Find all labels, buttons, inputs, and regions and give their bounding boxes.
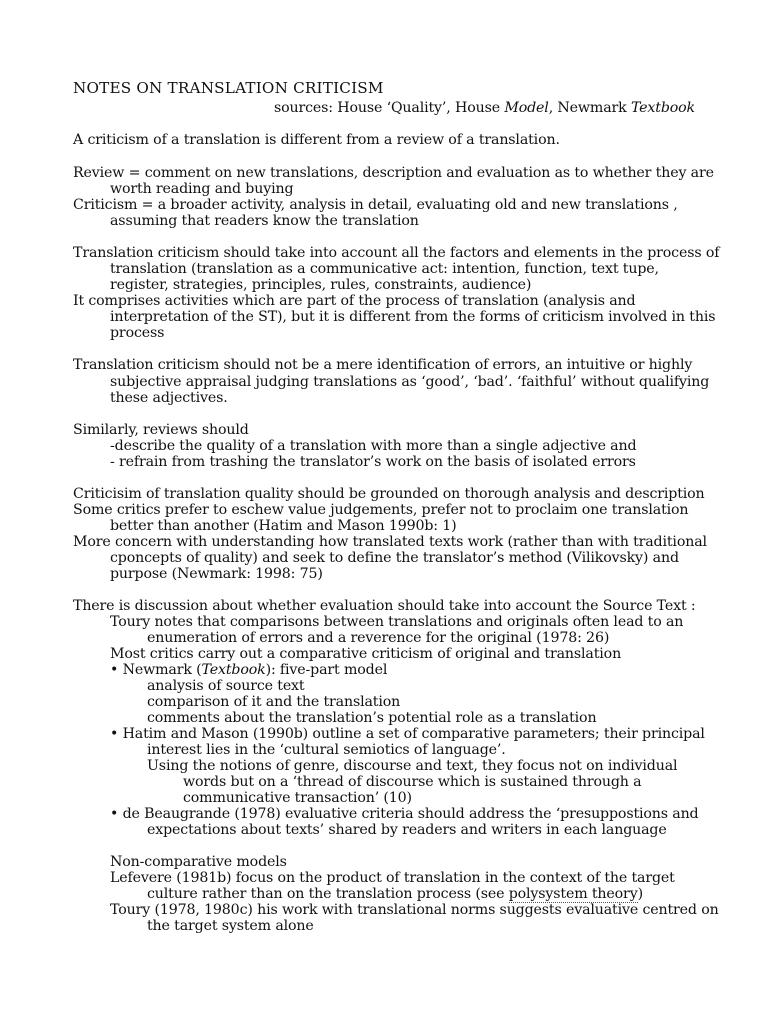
text-line: cponcepts of quality) and seek to define the translator’s method (Vilikovsky) and <box>110 550 679 566</box>
text-line: Toury (1978, 1980c) his work with translational norms suggests evaluative centred on <box>110 902 719 918</box>
text-line: purpose (Newmark: 1998: 75) <box>110 566 323 582</box>
text-line: comparison of it and the translation <box>147 694 401 710</box>
text-line: A criticism of a translation is different from a review of a translation. <box>73 132 560 148</box>
text-line: comments about the translation’s potential role as a translation <box>147 710 597 726</box>
text-line: interpretation of the ST), but it is different from the forms of criticism involved in this <box>110 309 716 325</box>
text-line: Similarly, reviews should <box>73 422 249 438</box>
sources-line <box>274 100 695 116</box>
text-line: Some critics prefer to eschew value judgements, prefer not to proclaim one translation <box>73 502 689 518</box>
text-line: assuming that readers know the translation <box>110 213 419 229</box>
bullet-text-italic: Textbook <box>201 662 266 678</box>
bullet-text: • Newmark ( <box>110 662 202 678</box>
text-line: analysis of source text <box>147 678 305 694</box>
sources-prefix: sources: House ‘Quality’, House <box>273 100 505 116</box>
text-line <box>147 886 643 902</box>
polysystem-theory-link[interactable]: polysystem theory <box>508 886 638 902</box>
text-span: culture rather than on the translation process (see <box>147 886 509 902</box>
text-line: the target system alone <box>147 918 314 934</box>
bullet-item: • Hatim and Mason (1990b) outline a set of comparative parameters; their principal <box>110 726 705 742</box>
text-line: words but on a ‘thread of discourse which is sustained through a <box>183 774 642 790</box>
text-line: It comprises activities which are part of the process of translation (analysis and <box>73 293 636 309</box>
text-line: There is discussion about whether evaluation should take into account the Source Text : <box>73 598 696 614</box>
bullet-text: ): five-part model <box>265 662 388 678</box>
bullet-item <box>110 662 387 678</box>
text-line: interest lies in the ‘cultural semiotics of language’. <box>147 742 506 758</box>
text-line: Review = comment on new translations, description and evaluation as to whether they are <box>73 165 714 181</box>
text-line: communicative transaction’ (10) <box>183 790 412 806</box>
text-line: process <box>110 325 165 341</box>
text-span: ) <box>637 886 643 902</box>
text-line: Most critics carry out a comparative criticism of original and translation <box>110 646 622 662</box>
text-line: Lefevere (1981b) focus on the product of translation in the context of the target <box>110 870 675 886</box>
text-line: Criticism = a broader activity, analysis in detail, evaluating old and new translations , <box>73 197 678 213</box>
text-line: Toury notes that comparisons between translations and originals often lead to an <box>110 614 684 630</box>
bullet-item: • de Beaugrande (1978) evaluative criteria should address the ‘presuppostions and <box>110 806 699 822</box>
text-line: translation (translation as a communicative act: intention, function, text tupe, <box>110 261 659 277</box>
text-line: Translation criticism should take into account all the factors and elements in the process of <box>73 245 720 261</box>
page-title: NOTES ON TRANSLATION CRITICISM <box>73 79 384 97</box>
sources-textbook: Textbook <box>630 100 695 116</box>
section-heading: Non-comparative models <box>110 854 287 870</box>
text-line: these adjectives. <box>110 390 228 406</box>
text-line: subjective appraisal judging translations as ‘good’, ‘bad’. ‘faithful’ without qualifying <box>110 374 710 390</box>
text-line: Criticisim of translation quality should be grounded on thorough analysis and description <box>73 486 705 502</box>
sources-model: Model <box>504 100 549 116</box>
text-line: worth reading and buying <box>110 181 294 197</box>
text-line: expectations about texts’ shared by readers and writers in each language <box>147 822 667 838</box>
text-line: -describe the quality of a translation with more than a single adjective and <box>110 438 637 454</box>
text-line: Using the notions of genre, discourse and text, they focus not on individual <box>147 758 678 774</box>
text-line: - refrain from trashing the translator’s work on the basis of isolated errors <box>110 454 636 470</box>
text-line: register, strategies, principles, rules, constraints, audience) <box>110 277 532 293</box>
text-line: enumeration of errors and a reverence for the original (1978: 26) <box>147 630 610 646</box>
text-line: better than another (Hatim and Mason 1990b: 1) <box>110 518 457 534</box>
sources-mid: , Newmark <box>548 100 631 116</box>
text-line: More concern with understanding how translated texts work (rather than with traditional <box>73 534 707 550</box>
text-line: Translation criticism should not be a mere identification of errors, an intuitive or highly <box>73 357 693 373</box>
